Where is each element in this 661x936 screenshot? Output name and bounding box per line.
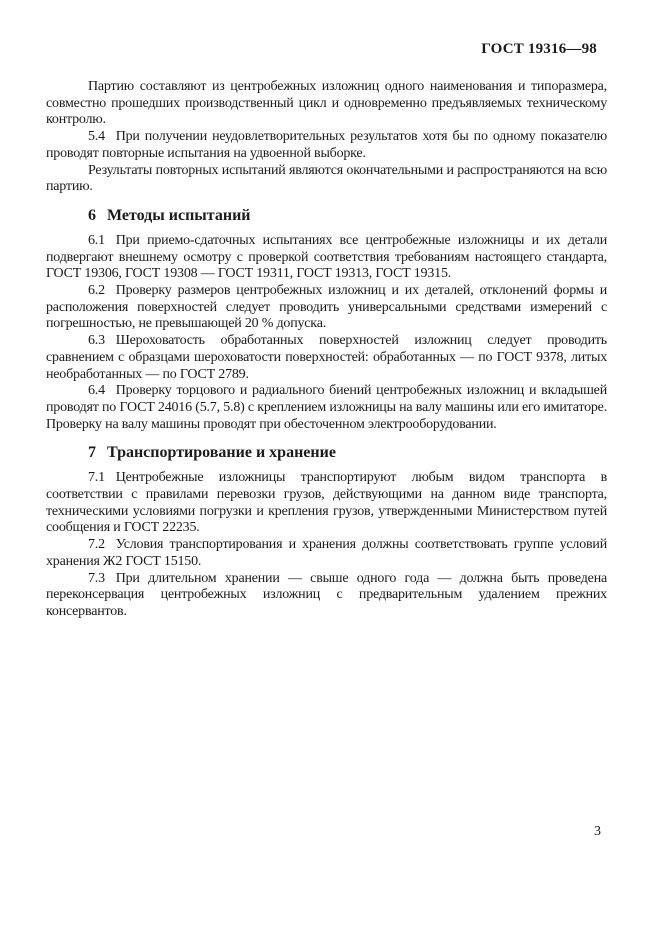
clause-7-3 — [46, 571, 607, 621]
clause-6-2 — [46, 283, 607, 333]
clause-number: 6.1 — [88, 232, 112, 248]
clause-text: Условия транспортирования и хранения должны соответствовать группе условий хранения Ж2 ГОСТ 15150. — [46, 537, 607, 569]
clause-number: 5.4 — [88, 129, 112, 145]
section-7-heading — [88, 443, 607, 463]
clause-7-2 — [46, 537, 607, 570]
section-number: 6 — [88, 206, 96, 224]
document-body — [0, 57, 661, 621]
clause-6-3 — [46, 333, 607, 383]
clause-text: Проверку размеров центробежных изложниц и их деталей, отклонений формы и расположения поверхностей следует проводить универсальными средствами измерений с погрешностью, не превышающей 20 % допуска. — [46, 283, 607, 332]
paragraph-retest-results: Результаты повторных испытаний являются окончательными и распространяются на всю партию. — [46, 162, 607, 195]
clause-5-4 — [46, 129, 607, 162]
section-title: Методы испытаний — [107, 206, 251, 224]
clause-text: Центробежные изложницы транспортируют любым видом транспорта в соответствии с правилами перевозки грузов, действующими на данном виде транспорта, техническими условиями погрузки и крепления грузов, утвержденными Министерством путей сообщения и ГОСТ 22235. — [46, 470, 607, 536]
paragraph-batch-definition: Партию составляют из центробежных изложниц одного наименования и типоразмера, совместно прошедших производственный цикл и одновременно предъявляемых техническому контролю. — [46, 79, 607, 128]
clause-number: 7.3 — [88, 570, 112, 586]
clause-text: При получении неудовлетворительных результатов хотя бы по одному показателю проводят повторные испытания на удвоенной выборке. — [46, 129, 607, 161]
clause-text: При длительном хранении — свыше одного года — должна быть проведена переконсервация центробежных изложниц с предварительным удалением прежних консервантов. — [46, 570, 607, 619]
clause-text: При приемо-сдаточных испытаниях все центробежные изложницы и их детали подвергают внешнему осмотру с проверкой соответствия требованиям настоящего стандарта, ГОСТ 19306, ГОСТ 19308 — ГОСТ 19311, ГОСТ 19313, ГОСТ 19315. — [46, 232, 607, 282]
clause-6-4 — [46, 383, 607, 433]
standard-designation: ГОСТ 19316—98 — [481, 41, 597, 57]
clause-text: Проверку торцового и радиального биений центробежных изложниц и вкладышей проводят по ГОСТ 24016 (5.7, 5.8) с креплением изложницы на валу машины или его имитаторе. Проверку на валу машины проводят при обесточенном электрооборудовании. — [46, 383, 607, 432]
clause-number: 7.1 — [88, 470, 112, 486]
clause-number: 6.2 — [88, 283, 112, 299]
clause-6-1 — [46, 233, 607, 283]
clause-7-1 — [46, 470, 607, 537]
section-title: Транспортирование и хранение — [107, 444, 336, 462]
page-number: 3 — [594, 824, 601, 839]
clause-number: 6.3 — [88, 333, 112, 349]
clause-number: 6.4 — [88, 383, 112, 399]
section-6-heading — [88, 206, 607, 226]
clause-number: 7.2 — [88, 537, 112, 553]
running-header — [0, 0, 661, 57]
clause-text: Шероховатость обработанных поверхностей изложниц следует проводить сравнением с образцами шероховатости поверхностей: обработанных — по ГОСТ 9378, литых необработанных — по ГОСТ 2789. — [46, 333, 607, 382]
section-number: 7 — [88, 444, 96, 462]
